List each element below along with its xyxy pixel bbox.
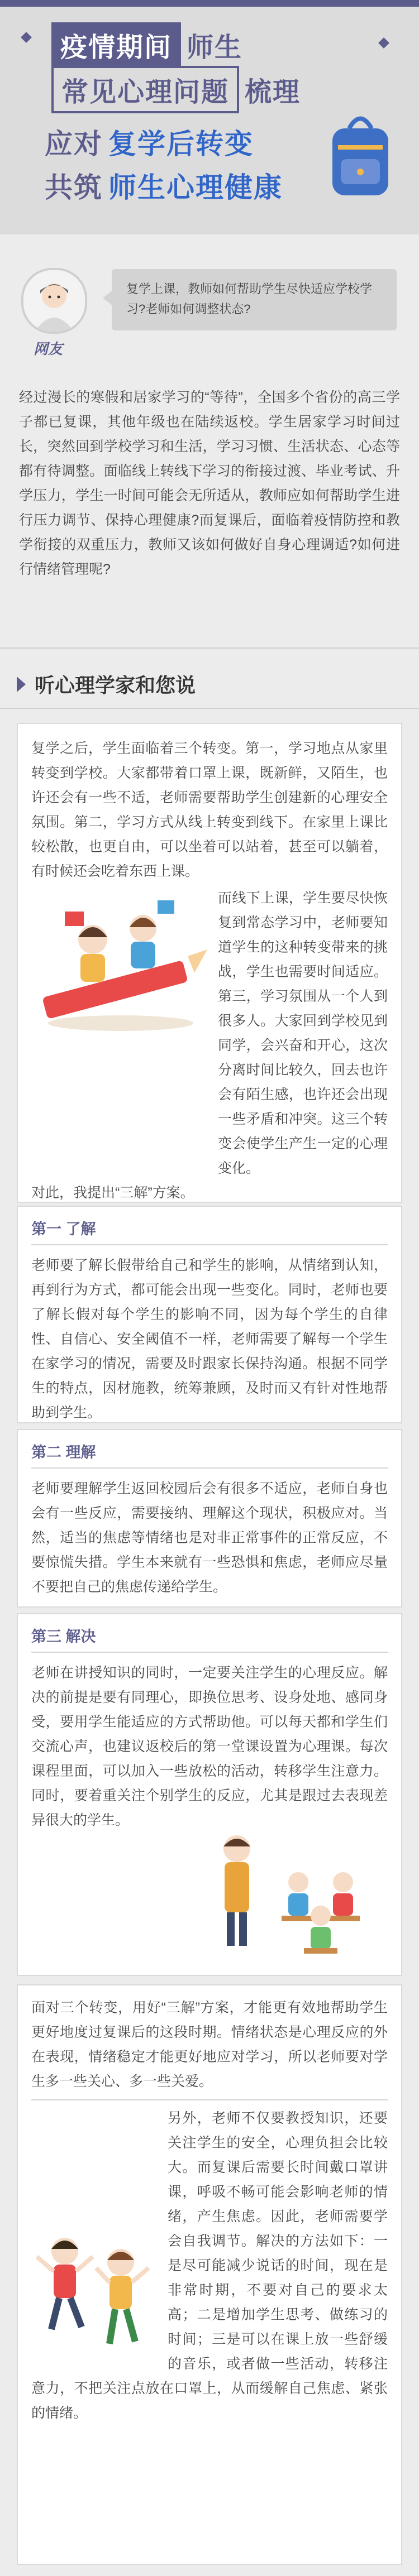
card1-paragraph1: 复学之后，学生面临着三个转变。第一，学习地点从家里转变到学校。大家都带着口罩上课，既新鲜，又陌生，也许还会有一些不适，老师需要帮助学生创建新的心理安全氛围。第二，学习方式从线上转变到线下。在家里上课比较松散，也更自由，可以坐着可以站着，甚至可以躺着，有时候还会吃着东西上课。 <box>31 741 388 879</box>
triangle-arrow-icon <box>17 677 26 692</box>
question-block <box>0 246 419 380</box>
header-title1-rest: 师生 <box>187 33 243 63</box>
card1-illustration-row <box>31 884 388 1181</box>
header-title-line1 <box>51 22 242 68</box>
card5-paragraph2-wrap <box>31 2106 388 2425</box>
header-title2-rest: 梳理 <box>245 78 301 107</box>
card-understand-know <box>17 1206 402 1423</box>
card5-paragraph1: 面对三个转变，用好“三解”方案，才能更有效地帮助学生更好地度过复课后的这段时期。情绪状态是心理反应的外在表现，情绪稳定才能更好地应对学习，所以老师要对学生多一些关心、多一些关爱。 <box>31 2000 388 2089</box>
section-divider <box>0 647 419 649</box>
header-title2-box: 常见心理问题 <box>51 66 239 113</box>
card4-title-underline <box>31 1652 388 1653</box>
card-comprehend <box>17 1429 402 1608</box>
header-banner <box>0 0 419 234</box>
user-avatar-icon <box>23 270 85 332</box>
card3-text: 老师要理解学生返回校园后会有很多不适应，老师自身也会有一些反应，需要接纳、理解这个现状，积极应对。当然，适当的焦虑等情绪也是对非正常事件的正常反应，不要惊慌失措。学生本来就有一些恐惧和焦虑，老师应尽量不要把自己的焦虑传递给学生。 <box>31 1481 388 1595</box>
card2-title-underline <box>31 1244 388 1245</box>
header-top-bar <box>0 0 419 7</box>
teacher-students-icon <box>203 1821 388 1960</box>
header-title3-plain: 应对 <box>45 128 103 160</box>
card-summary-teacher-selfcare <box>17 1984 402 2565</box>
card4-text: 老师在讲授知识的同时，一定要关注学生的心理反应。解决的前提是要有同理心，即换位思考、设身处地、感同身受，要用学生能适应的方式帮助他。可以每天都和学生们交流心声，也建议返校后的第一堂课设置为心理课。每次课程里面，可以加入一些放松的活动，转移学生注意力。同时，要着重关注个别学生的反应，尤其是跟过去表现差异很大的学生。 <box>31 1665 388 1828</box>
kids-on-pencil-icon <box>31 884 210 1040</box>
card3-title: 第二 理解 <box>31 1444 96 1461</box>
school-bag-icon <box>324 106 397 201</box>
section-heading <box>17 670 196 698</box>
card2-title: 第一 了解 <box>31 1221 96 1237</box>
card4-title: 第三 解决 <box>31 1628 96 1645</box>
asker-name: 网友 <box>34 340 63 357</box>
header-title1-box: 疫情期间 <box>51 22 181 68</box>
card5-divider <box>31 2099 388 2100</box>
card1-paragraph1b: 而线下上课，学生要尽快恢复到常态学习中，老师要知道学生的这种转变带来的挑战，学生也需要时间适应。第三，学习氛围从一个人到很多人。大家回到学校见到同学，会兴奋和开心，这次分离时间比较久，回去也许会有陌生感，也许还会出现一些矛盾和冲突。这三个转变会使学生产生一定的心理变化。 <box>218 890 388 1176</box>
card5-paragraph2: 另外，老师不仅要教授知识，还要关注学生的安全，心理负担会比较大。而复课后需要长时间戴口罩讲课，呼吸不畅可能会影响老师的情绪，产生焦虑。因此，老师需要学会自我调节。解决的方法如下：一是尽可能减少说话的时间，现在是非常时期，不要对自己的要求太高；二是增加学生思考、做练习的时间；三是可以在课上放一些舒缓的音乐，或者做一些活动，转移注意力，不把关注点放在口罩上，从而缓解自己焦虑、紧张的情绪。 <box>31 2110 388 2421</box>
question-bubble: 复学上课，教师如何帮助学生尽快适应学校学习?老师如何调整状态? <box>112 269 397 330</box>
diamond-icon <box>21 32 32 43</box>
card-three-changes <box>17 723 402 1203</box>
card2-text: 老师要了解长假带给自己和学生的影响，从情绪到认知，再到行为方式，都可能会出现一些变化。同时，老师也要了解长假对每个学生的影响不同，因为每个学生的自律性、自信心、安全阈值不一样，老师需要了解每一个学生在家学习的情况，需要及时跟家长保持沟通。根据不同学生的特点，因材施教，统筹兼顾，及时而又有针对性地帮助到学生。 <box>31 1258 388 1421</box>
section-divider <box>0 708 419 709</box>
card3-title-underline <box>31 1467 388 1469</box>
avatar <box>21 268 87 334</box>
diamond-icon <box>378 37 389 49</box>
header-title-line2 <box>51 66 301 113</box>
intro-paragraph: 经过漫长的寒假和居家学习的“等待”，全国多个省份的高三学子都已复课，其他年级也在陆续返校。学生居家学习时间过长，突然回到学校学习和生活，学习习惯、生活状态、心态等都有待调整。面临线上转线下学习的衔接过渡、毕业考试、升学压力，学生一时间可能会无所适从，教师应如何帮助学生进行压力调节、保持心理健康?而复课后，面临着疫情防控和教学衔接的双重压力，教师又该如何做好自身心理调适?如何进行情绪管理呢? <box>19 390 400 577</box>
jumping-kids-icon <box>31 2218 160 2363</box>
header-title4-blue: 师生心理健康 <box>108 172 283 203</box>
header-title4-plain: 共筑 <box>45 172 103 203</box>
section-title: 听心理学家和您说 <box>35 674 196 697</box>
card1-paragraph2: 对此，我提出“三解”方案。 <box>31 1185 194 1201</box>
header-title-line3 <box>45 122 254 162</box>
header-title3-blue: 复学后转变 <box>108 128 254 160</box>
header-title-line4 <box>45 165 283 205</box>
card-solve <box>17 1613 402 1976</box>
